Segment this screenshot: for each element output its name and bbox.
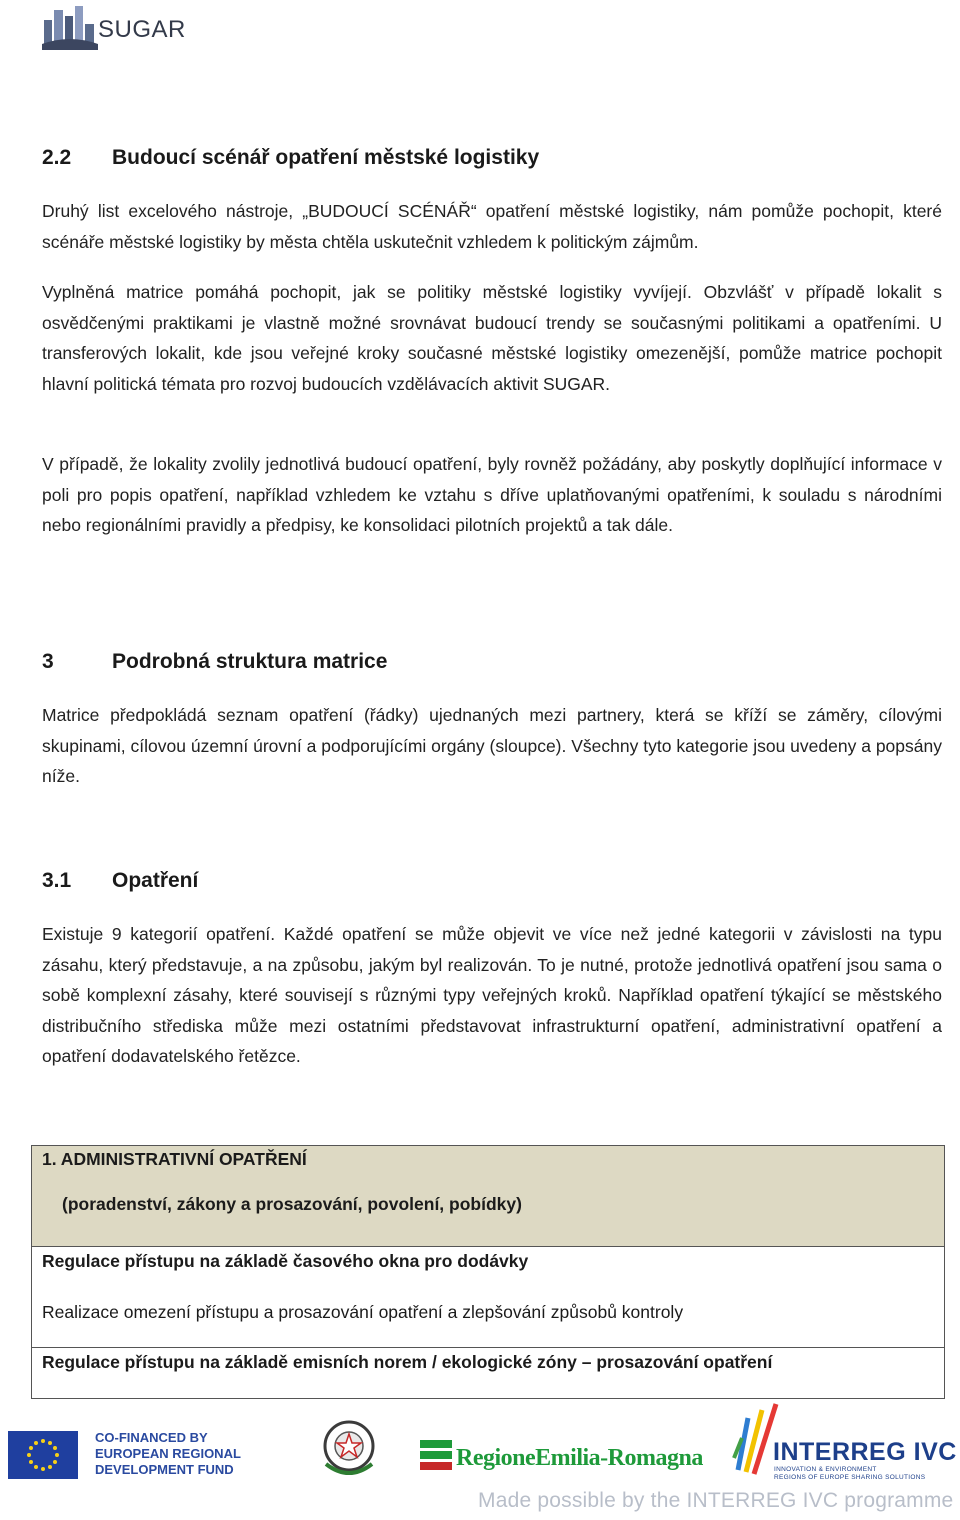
section-heading-3	[42, 650, 942, 674]
erdf-line: CO-FINANCED BY	[95, 1430, 208, 1445]
section-title: Budoucí scénář opatření městské logistiky	[112, 146, 540, 169]
section-heading-3-1	[42, 869, 942, 893]
eu-stars-icon	[8, 1431, 78, 1479]
section-number: 3	[42, 650, 54, 673]
table-cell	[32, 1348, 945, 1399]
paragraph: Existuje 9 kategorií opatření. Každé opatření se může objevit ve více než jedné kategorii v závislosti na typu zásahu, který představuje, a na způsobu, jakým byl realizován. To je nutné, protože jednotlivá opatření jsou sama o sobě komplexní zásahy, které souvisejí s různými typy veřejných kroků. Například opatření týkající se městského distribučního střediska může mezi ostatními představovat infrastrukturní opatření, administrativní opatření a opatření dodavatelského řetězce.	[42, 924, 942, 1066]
eu-flag-logo	[8, 1431, 78, 1479]
table-category-title: 1. ADMINISTRATIVNÍ OPATŘENÍ	[42, 1149, 307, 1169]
interreg-sub-line: INNOVATION & ENVIRONMENT	[774, 1466, 877, 1473]
erdf-line: DEVELOPMENT FUND	[95, 1462, 234, 1477]
table-row	[32, 1348, 945, 1399]
paragraph: Druhý list excelového nástroje, „BUDOUCÍ SCÉNÁŘ“ opatření městské logistiky, nám pomůže pochopit, které scénáře městské logistiky by města chtěla uskutečnit vzhledem k politickým zájmům.	[42, 201, 942, 252]
region-stripes-icon	[420, 1440, 452, 1470]
measure-description: Realizace omezení přístupu a prosazování opatření a zlepšování způsobů kontroly	[42, 1302, 684, 1322]
made-possible-text: Made possible by the INTERREG IVC programme	[478, 1489, 954, 1512]
section-number: 3.1	[42, 869, 72, 892]
paragraph: Matrice předpokládá seznam opatření (řádky) ujednaných mezi partnery, která se kříží se záměry, cílovými skupinami, cílovou územní úrovní a podporujícími orgány (sloupce). Všechny tyto kategorie jsou uvedeny a popsány níže.	[42, 705, 942, 786]
section-number: 2.2	[42, 146, 72, 169]
measures-table	[31, 1145, 945, 1399]
city-skyline-icon	[42, 4, 98, 50]
table-row	[32, 1247, 945, 1348]
paragraph: Vyplněná matrice pomáhá pochopit, jak se politiky městské logistiky vyvíjejí. Obzvlášť v případě lokalit s osvědčenými praktikami je vlastně možné srovnávat budoucí trendy se současnými politikami a opatřeními. U transferových lokalit, kde jsou veřejné kroky současné městské logistiky omezenější, pomůže matrice pochopit hlavní politická témata pro rozvoj budoucích vzdělávacích aktivit SUGAR.	[42, 282, 942, 394]
interreg-title: INTERREG IVC	[773, 1438, 957, 1466]
table-category-subtitle: (poradenství, zákony a prosazování, povolení, pobídky)	[62, 1194, 522, 1214]
table-header-row	[32, 1146, 945, 1247]
section-title: Podrobná struktura matrice	[112, 650, 388, 673]
measure-title: Regulace přístupu na základě emisních norem / ekologické zóny – prosazování opatření	[42, 1352, 773, 1372]
table-cell	[32, 1247, 945, 1348]
section-heading-2-2	[42, 146, 942, 170]
section-title: Opatření	[112, 869, 199, 892]
italy-emblem-icon	[318, 1416, 380, 1482]
logo-text: SUGAR	[98, 16, 186, 43]
interreg-sub-line: REGIONS OF EUROPE SHARING SOLUTIONS	[774, 1474, 926, 1481]
region-logo-text: RegioneEmilia-Romagna	[456, 1445, 703, 1471]
interreg-subtitle	[774, 1466, 925, 1482]
table-header-cell	[32, 1146, 945, 1247]
measure-title: Regulace přístupu na základě časového okna pro dodávky	[42, 1251, 529, 1271]
erdf-line: EUROPEAN REGIONAL	[95, 1446, 241, 1461]
sugar-logo	[42, 4, 202, 52]
erdf-text	[95, 1430, 241, 1478]
paragraph: V případě, že lokality zvolily jednotlivá budoucí opatření, byly rovněž požádány, aby poskytly doplňující informace v poli pro popis opatření, například vzhledem ke vztahu s dříve uplatňovanými opatřeními, k souladu s národními nebo regionálními pravidly a předpisy, ke konsolidaci pilotních projektů a tak dále.	[42, 454, 942, 535]
